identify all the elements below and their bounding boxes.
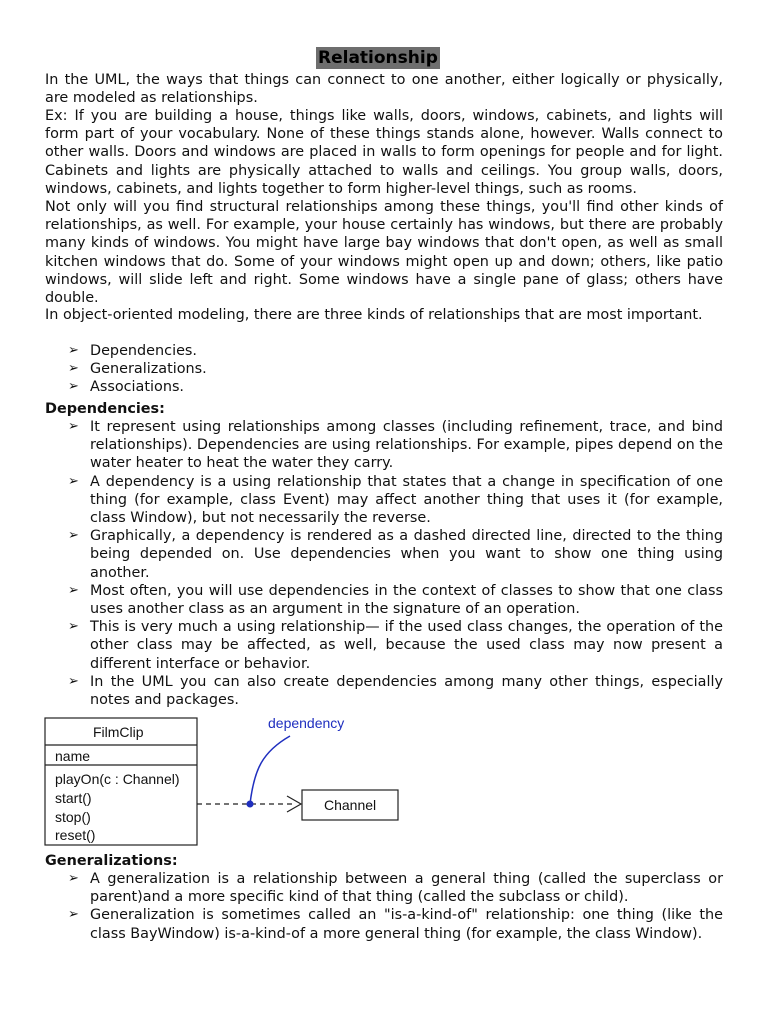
dependencies-list [68,418,723,709]
list-item: ➢ Dependencies. [68,342,723,360]
list-item: ➢ This is very much a using relationship— if the used class changes, the operation of the other class may be affected, as well, because the used class may now present a different interface or behavior. [68,618,723,673]
generalizations-list [68,870,723,943]
dependency-callout-dot [247,801,254,808]
dependencies-heading: Dependencies: [45,401,165,417]
dependency-label: dependency [268,715,345,731]
class-name: FilmClip [93,724,144,740]
intro-paragraph: In object-oriented modeling, there are three kinds of relationships that are most important. [45,307,703,323]
list-item: ➢ Generalization is sometimes called an "is-a-kind-of" relationship: one thing (like the class BayWindow) is-a-kind-of a more general thing (for example, the class Window). [68,906,723,942]
class-attribute: name [55,748,91,764]
dependency-callout-line [250,736,290,804]
intro-paragraph: In the UML, the ways that things can connect to one another, either logically or physically, are modeled as relationships. [45,72,723,107]
list-item: ➢ Most often, you will use dependencies in the context of classes to show that one class uses another class as an argument in the signature of an operation. [68,582,723,618]
class-operation: start() [55,790,92,806]
class-operation: reset() [55,827,96,843]
target-class-name: Channel [324,797,377,813]
list-item: ➢ It represent using relationships among classes (including refinement, trace, and bind relationships). Dependencies are using relationships. For example, pipes depend on the water heater to heat the water they carry. [68,418,723,473]
intro-paragraph: Not only will you find structural relationships among these things, you'll find other kinds of relationships, as well. For example, your house certainly has windows, but there are probably many kinds of windows. You might have large bay windows that don't open, as well as small kitchen windows that do. Some of your windows might open up and down; others, like patio windows, will slide left and right. Some windows have a single pane of glass; others have double. [45,199,723,307]
list-item: ➢ A dependency is a using relationship that states that a change in specification of one thing (for example, class Event) may affect another thing that uses it (for example, class Window), but not necessarily the reverse. [68,473,723,528]
page-title: Relationship [318,48,438,68]
list-item: ➢ Generalizations. [68,360,723,378]
class-operation: playOn(c : Channel) [55,771,180,787]
list-item: ➢ A generalization is a relationship between a general thing (called the superclass or parent)and a more specific kind of that thing (called the subclass or child). [68,870,723,906]
dependency-diagram [40,710,440,850]
generalizations-heading: Generalizations: [45,853,178,869]
intro-paragraph: Ex: If you are building a house, things like walls, doors, windows, cabinets, and lights will form part of your vocabulary. None of these things stands alone, however. Walls connect to other walls. Doors and windows are placed in walls to form openings for people and for light. Cabinets and lights are physically attached to walls and ceilings. You group walls, doors, windows, cabinets, and lights together to form higher-level things, such as rooms. [45,108,723,197]
class-operation: stop() [55,809,91,825]
list-item: ➢ In the UML you can also create dependencies among many other things, especially notes and packages. [68,673,723,709]
list-item: ➢ Graphically, a dependency is rendered as a dashed directed line, directed to the thing being depended on. Use dependencies when you want to show one thing using another. [68,527,723,582]
relationship-kinds-list [68,342,723,397]
list-item: ➢ Associations. [68,378,723,396]
